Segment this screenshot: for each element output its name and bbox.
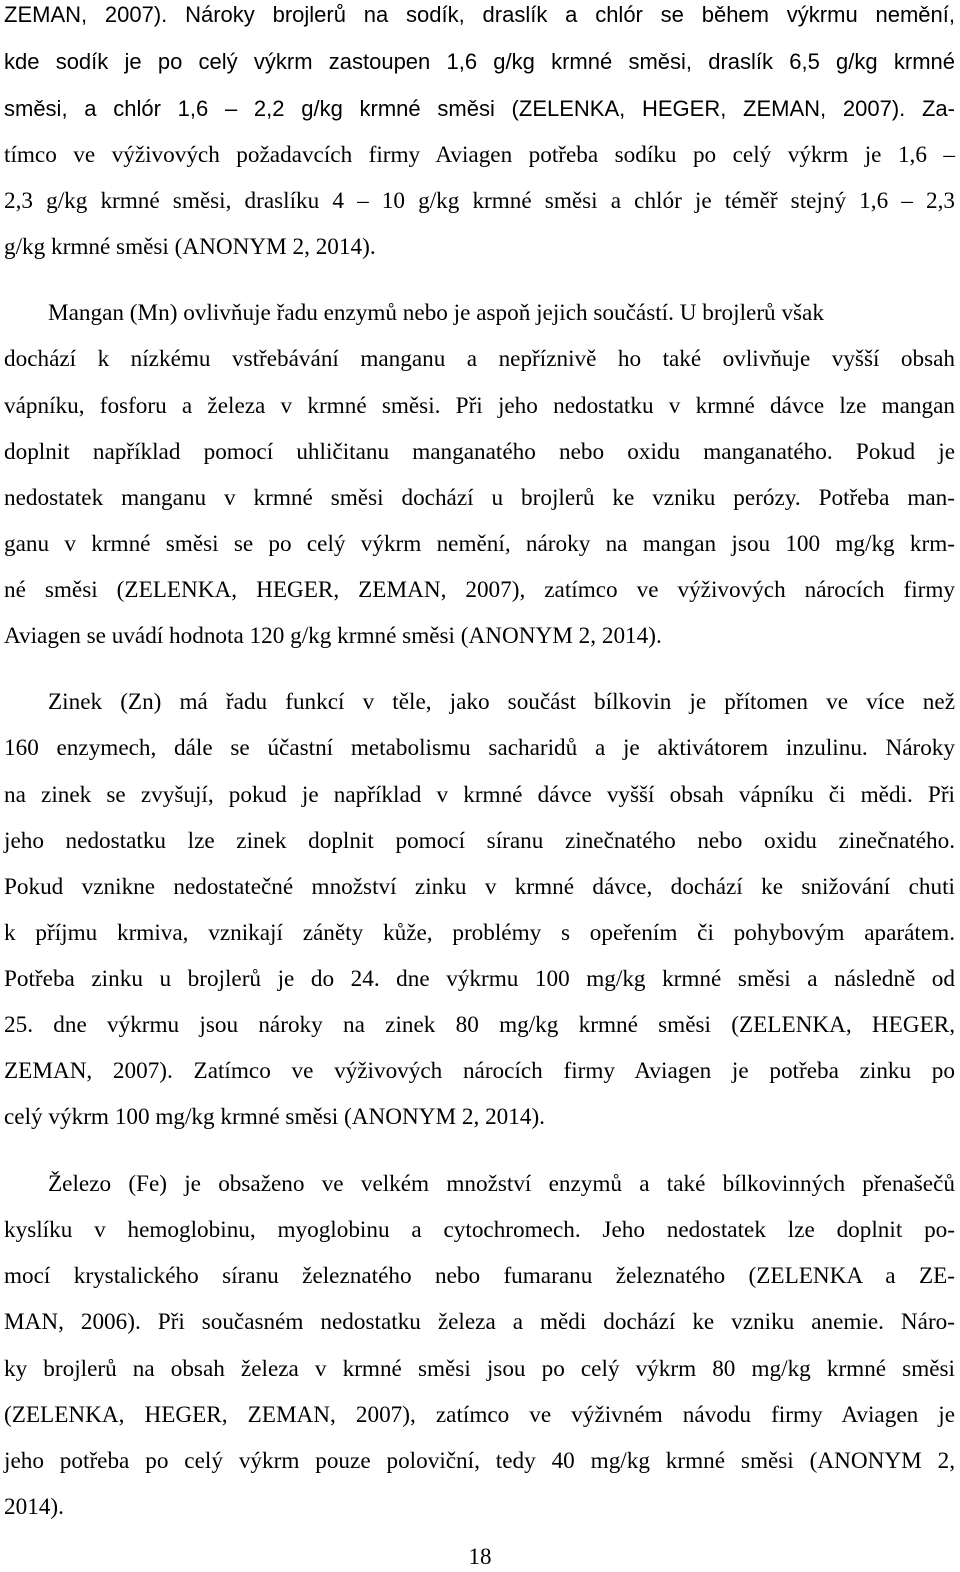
text-line: 2014). bbox=[4, 1494, 64, 1520]
text-line: Mangan (Mn) ovlivňuje řadu enzymů nebo je aspoň jejich součástí. U brojlerů však bbox=[48, 300, 824, 326]
text-line: 25. dne výkrmu jsou nároky na zinek 80 mg/kg krmné směsi (ZELENKA, HEGER, bbox=[4, 1012, 955, 1038]
text-line: Aviagen se uvádí hodnota 120 g/kg krmné směsi (ANONYM 2, 2014). bbox=[4, 623, 662, 649]
text-line: kyslíku v hemoglobinu, myoglobinu a cytochromech. Jeho nedostatek lze doplnit po- bbox=[4, 1217, 955, 1243]
text-line: tímco ve výživových požadavcích firmy Aviagen potřeba sodíku po celý výkrm je 1,6 – bbox=[4, 142, 955, 168]
text-line: g/kg krmné směsi (ANONYM 2, 2014). bbox=[4, 234, 376, 260]
text-line: (ZELENKA, HEGER, ZEMAN, 2007), zatímco ve výživném návodu firmy Aviagen je bbox=[4, 1402, 955, 1428]
text-line: směsi, a chlór 1,6 – 2,2 g/kg krmné směsi (ZELENKA, HEGER, ZEMAN, 2007). Za- bbox=[4, 96, 955, 121]
text-line: Železo (Fe) je obsaženo ve velkém množství enzymů a také bílkovinných přenašečů bbox=[48, 1171, 955, 1197]
text-line: dochází k nízkému vstřebávání manganu a nepříznivě ho také ovlivňuje vyšší obsah bbox=[4, 346, 955, 372]
text-line: mocí krystalického síranu železnatého nebo fumaranu železnatého (ZELENKA a ZE- bbox=[4, 1263, 955, 1289]
text-line: ky brojlerů na obsah železa v krmné směsi jsou po celý výkrm 80 mg/kg krmné směsi bbox=[4, 1356, 955, 1382]
text-line: jeho potřeba po celý výkrm pouze poloviční, tedy 40 mg/kg krmné směsi (ANONYM 2, bbox=[4, 1448, 955, 1474]
text-line: MAN, 2006). Při současném nedostatku železa a mědi dochází ke vzniku anemie. Náro- bbox=[4, 1309, 955, 1335]
text-line: kde sodík je po celý výkrm zastoupen 1,6 g/kg krmné směsi, draslík 6,5 g/kg krmné bbox=[4, 49, 955, 74]
text-line: Potřeba zinku u brojlerů je do 24. dne výkrmu 100 mg/kg krmné směsi a následně od bbox=[4, 966, 955, 992]
text-line: nedostatek manganu v krmné směsi dochází u brojlerů ke vzniku perózy. Potřeba man- bbox=[4, 485, 955, 511]
text-line: vápníku, fosforu a železa v krmné směsi. Při jeho nedostatku v krmné dávce lze mangan bbox=[4, 393, 955, 419]
text-line: Zinek (Zn) má řadu funkcí v těle, jako součást bílkovin je přítomen ve více než bbox=[48, 689, 955, 715]
text-line: ZEMAN, 2007). Zatímco ve výživových nárocích firmy Aviagen je potřeba zinku po bbox=[4, 1058, 955, 1084]
page-number: 18 bbox=[468, 1544, 492, 1569]
text-line: doplnit například pomocí uhličitanu manganatého nebo oxidu manganatého. Pokud je bbox=[4, 439, 955, 465]
text-line: 160 enzymech, dále se účastní metabolismu sacharidů a je aktivátorem inzulinu. Nároky bbox=[4, 735, 955, 761]
text-line: 2,3 g/kg krmné směsi, draslíku 4 – 10 g/kg krmné směsi a chlór je téměř stejný 1,6 – 2,3 bbox=[4, 188, 955, 214]
text-line: k příjmu krmiva, vznikají záněty kůže, problémy s opeřením či pohybovým aparátem. bbox=[4, 920, 955, 946]
text-line: celý výkrm 100 mg/kg krmné směsi (ANONYM 2, 2014). bbox=[4, 1104, 545, 1130]
text-line: jeho nedostatku lze zinek doplnit pomocí síranu zinečnatého nebo oxidu zinečnatého. bbox=[4, 828, 955, 854]
text-line: na zinek se zvyšují, pokud je například v krmné dávce vyšší obsah vápníku či mědi. Při bbox=[4, 782, 955, 808]
text-line: ZEMAN, 2007). Nároky brojlerů na sodík, draslík a chlór se během výkrmu nemění, bbox=[4, 2, 955, 27]
text-line: ganu v krmné směsi se po celý výkrm nemění, nároky na mangan jsou 100 mg/kg krm- bbox=[4, 531, 955, 557]
text-line: Pokud vznikne nedostatečné množství zinku v krmné dávce, dochází ke snižování chuti bbox=[4, 874, 955, 900]
text-line: né směsi (ZELENKA, HEGER, ZEMAN, 2007), zatímco ve výživových nárocích firmy bbox=[4, 577, 955, 603]
